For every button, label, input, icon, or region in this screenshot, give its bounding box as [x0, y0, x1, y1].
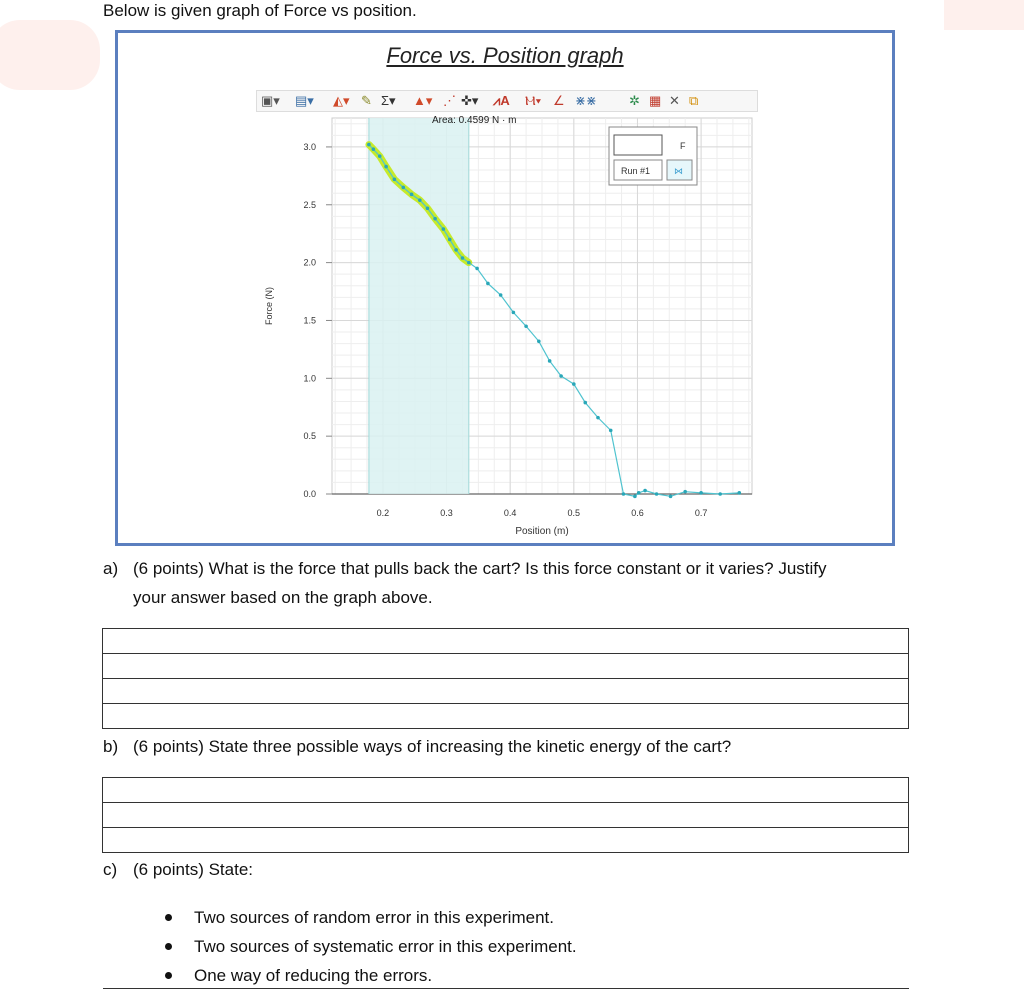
answer-line[interactable]	[103, 654, 909, 679]
graph-type-icon[interactable]: ▤▾	[295, 93, 314, 108]
data-point	[486, 282, 490, 286]
legend	[609, 127, 697, 185]
autoscale-icon[interactable]: Ⲙ▾	[525, 93, 542, 108]
area-icon[interactable]: Σ▾	[381, 93, 396, 108]
copy-icon[interactable]: ⧉	[689, 93, 699, 108]
y-tick-label: 0.5	[303, 431, 316, 442]
answer-line[interactable]	[103, 629, 909, 654]
y-tick-label: 0.0	[303, 489, 316, 499]
data-point	[633, 495, 637, 499]
question-c-text: (6 points) State:	[133, 860, 254, 879]
data-point	[699, 491, 703, 495]
data-point	[637, 491, 641, 495]
table-icon[interactable]: ▦	[649, 93, 662, 108]
question-b-label: b)	[103, 737, 119, 756]
data-point	[524, 324, 528, 328]
data-point	[548, 359, 552, 363]
answer-line[interactable]	[103, 778, 909, 803]
annotation-icon[interactable]: ⋰	[443, 93, 456, 108]
zoom-icon[interactable]: ∠	[553, 93, 565, 108]
data-point	[622, 492, 626, 496]
y-tick-label: 3.0	[303, 141, 316, 152]
data-point	[537, 339, 541, 343]
data-point	[378, 154, 382, 158]
answer-line[interactable]	[103, 803, 909, 828]
text-icon[interactable]: ⩘A	[493, 93, 510, 108]
settings-icon[interactable]: ✲	[629, 93, 640, 108]
data-point	[426, 206, 430, 210]
x-tick-label: 0.6	[631, 508, 644, 518]
x-tick-label: 0.7	[694, 508, 708, 518]
y-tick-label: 2.5	[303, 199, 316, 210]
data-point	[467, 261, 471, 265]
answer-line[interactable]	[103, 828, 909, 853]
data-point	[384, 165, 388, 169]
answer-box-a	[102, 628, 909, 729]
data-point	[401, 186, 405, 190]
tangent-icon[interactable]: ▲▾	[413, 93, 433, 108]
data-point	[410, 193, 414, 197]
data-point	[609, 429, 613, 433]
y-tick-label: 1.0	[303, 373, 316, 384]
data-point	[583, 401, 587, 405]
question-b	[103, 732, 731, 761]
question-a-text: (6 points) What is the force that pulls back the cart? Is this force constant or it varies? Justify	[133, 559, 827, 578]
data-point	[572, 382, 576, 386]
integral-icon[interactable]: ✎	[361, 93, 372, 108]
data-point	[393, 178, 397, 182]
bullet-item: Two sources of random error in this experiment.	[165, 903, 577, 932]
data-point	[372, 147, 376, 151]
legend-run-label: Run #1	[621, 166, 651, 176]
x-tick-label: 0.5	[567, 508, 581, 518]
scale-x-icon[interactable]: ⋇⋇	[575, 93, 597, 108]
data-point	[454, 248, 458, 252]
x-tick-label: 0.2	[376, 508, 390, 518]
answer-box-b	[102, 777, 909, 853]
question-c	[103, 855, 253, 884]
data-point	[596, 416, 600, 420]
question-a-text-continued: your answer based on the graph above.	[133, 588, 433, 607]
y-axis-label: Force (N)	[264, 287, 274, 325]
x-tick-label: 0.3	[440, 508, 453, 518]
bullet-item: Two sources of systematic error in this experiment.	[165, 932, 577, 961]
answer-line[interactable]	[103, 679, 909, 704]
y-tick-label: 2.0	[303, 257, 316, 268]
data-point	[418, 198, 422, 202]
data-point	[512, 311, 516, 315]
stats-icon[interactable]: ▣▾	[261, 93, 280, 108]
bottom-rule	[103, 988, 909, 989]
data-point	[718, 492, 722, 496]
data-point	[433, 217, 437, 221]
answer-line[interactable]	[103, 704, 909, 729]
question-a	[103, 554, 827, 612]
data-point	[475, 267, 479, 271]
legend-column-label: F	[680, 141, 686, 151]
intro-text: Below is given graph of Force vs position.	[103, 1, 417, 20]
legend-swatch-box	[614, 135, 662, 155]
bullet-item: One way of reducing the errors.	[165, 961, 577, 990]
data-point	[367, 143, 371, 147]
x-axis-label: Position (m)	[515, 526, 569, 537]
data-point	[461, 256, 465, 260]
question-c-label: c)	[103, 860, 118, 879]
graph-title: Force vs. Position graph	[386, 43, 624, 68]
data-point	[737, 491, 741, 495]
area-label: Area: 0.4599 N · m	[432, 115, 517, 126]
data-point	[669, 495, 673, 499]
crosshair-icon[interactable]: ✜▾	[461, 93, 479, 108]
question-a-label: a)	[103, 559, 119, 578]
data-point	[448, 238, 452, 242]
x-tick-label: 0.4	[503, 508, 517, 518]
fit-icon[interactable]: ◭▾	[333, 93, 350, 108]
y-tick-label: 1.5	[303, 315, 316, 326]
data-point	[655, 492, 659, 496]
data-point	[683, 490, 687, 494]
remove-icon[interactable]: ✕	[669, 93, 680, 108]
question-b-text: (6 points) State three possible ways of increasing the kinetic energy of the cart?	[133, 737, 732, 756]
question-c-bullets	[165, 903, 577, 990]
data-point	[559, 374, 563, 378]
data-point	[442, 227, 446, 231]
legend-line-icon: ⋈	[674, 166, 683, 176]
data-point	[643, 489, 647, 493]
data-point	[499, 293, 503, 297]
area-shaded-region	[369, 118, 469, 494]
